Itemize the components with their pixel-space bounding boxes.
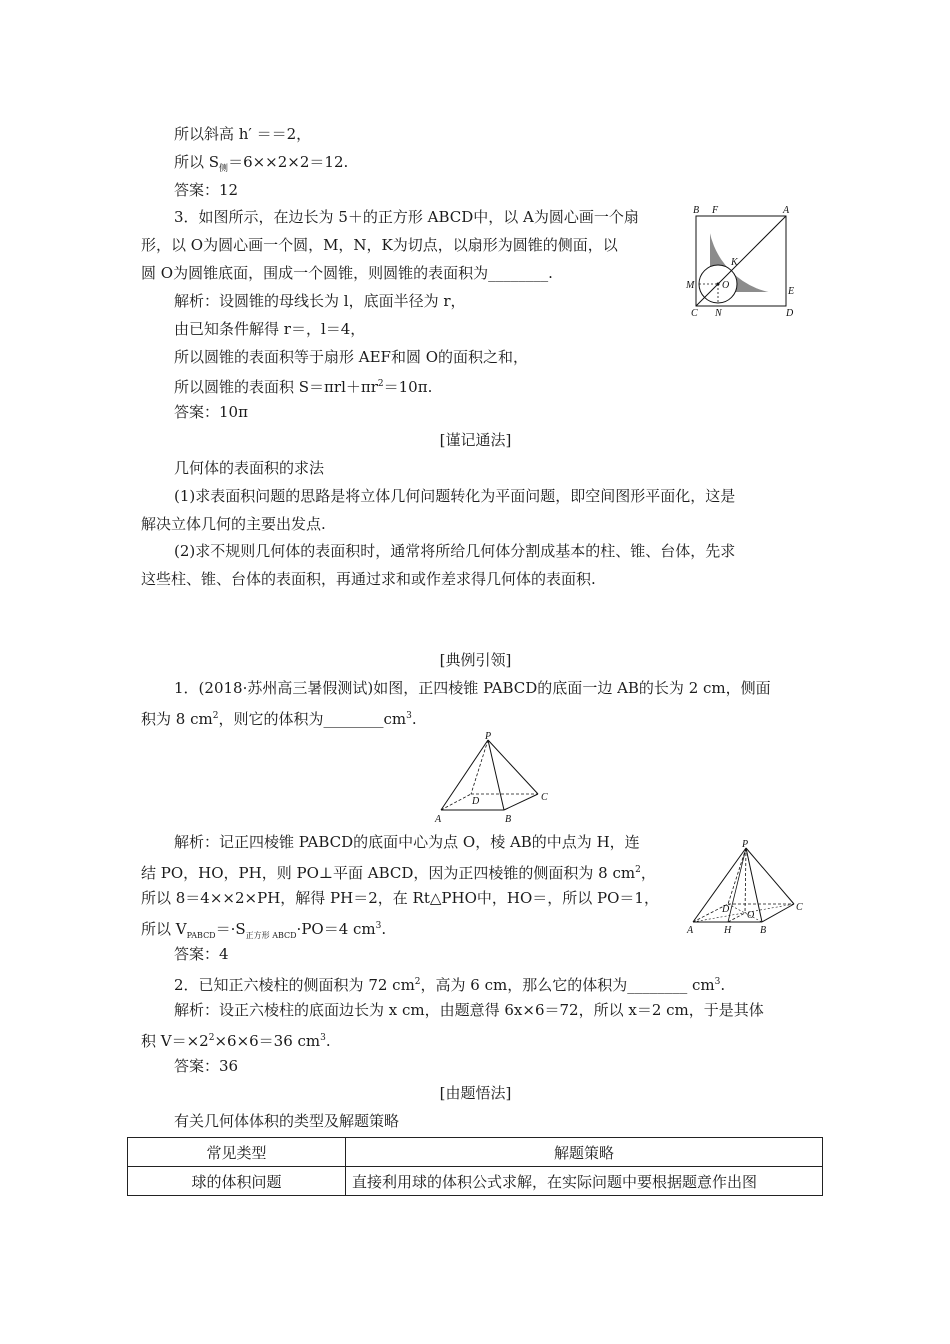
method-text: 这些柱、锥、台体的表面积，再通过求和或作差求得几何体的表面积. bbox=[141, 570, 596, 588]
edge-pb bbox=[488, 740, 504, 810]
edge-pd bbox=[471, 740, 488, 794]
solution-text: 解析：设圆锥的母线长为 l，底面半径为 r， bbox=[174, 292, 466, 310]
answer: 答案：10π bbox=[174, 403, 248, 421]
label-B: B bbox=[505, 814, 512, 825]
table-cell: 直接利用球的体积公式求解，在实际问题中要根据题意作出图 bbox=[346, 1167, 823, 1196]
label-B: B bbox=[693, 205, 700, 216]
question-text: 2．已知正六棱柱的侧面积为 72 $cm^2$，高为 6 cm，那么它的体积为________ $cm^3$. bbox=[174, 976, 726, 994]
method-text: (2)求不规则几何体的表面积时，通常将所给几何体分割成基本的柱、锥、台体，先求 bbox=[174, 542, 736, 560]
question-text: 圆 O为圆锥底面，围成一个圆锥，则圆锥的表面积为________. bbox=[141, 264, 553, 282]
strategy-table bbox=[127, 1137, 823, 1196]
answer: 答案：4 bbox=[174, 945, 229, 963]
solution-text: 解析：设正六棱柱的底面边长为 x cm，由题意得 6x×6＝72，所以 x＝2 cm，于是其体 bbox=[174, 1001, 764, 1019]
section-heading: [谨记通法] bbox=[439, 431, 512, 449]
label-M: M bbox=[686, 280, 695, 291]
label-D: D bbox=[472, 796, 480, 807]
table-header: 解题策略 bbox=[346, 1138, 823, 1167]
table-header: 常见类型 bbox=[128, 1138, 346, 1167]
section-heading: [由题悟法] bbox=[439, 1084, 512, 1102]
label-D: D bbox=[786, 308, 794, 319]
solution-text: 解析：记正四棱锥 PABCD的底面中心为点 O，棱 AB的中点为 H，连 bbox=[174, 833, 640, 851]
answer: 答案：36 bbox=[174, 1057, 239, 1075]
edge-pa bbox=[441, 740, 488, 810]
pyramid-figure bbox=[432, 732, 558, 826]
label-B: B bbox=[760, 925, 767, 936]
label-C: C bbox=[796, 902, 803, 913]
label-C: C bbox=[691, 308, 698, 319]
answer: 答案：12 bbox=[174, 181, 239, 199]
label-A: A bbox=[687, 925, 694, 936]
label-D: D bbox=[722, 904, 730, 915]
label-O: O bbox=[722, 280, 730, 291]
solution-text: 所以圆锥的表面积 $S=\pi rl+\pi r^2=10\pi$. bbox=[174, 378, 433, 396]
solution-text: 所以圆锥的表面积等于扇形 AEF和圆 O的面积之和， bbox=[174, 348, 529, 366]
label-C: C bbox=[541, 792, 548, 803]
text-line: 所以 $S_侧=6\times\times 2\times 2=12$. bbox=[174, 153, 349, 174]
label-A: A bbox=[783, 205, 790, 216]
label-H: H bbox=[724, 925, 732, 936]
question-text: 形，以 O为圆心画一个圆，M，N，K为切点，以扇形为圆锥的侧面，以 bbox=[141, 236, 618, 254]
slant-ph bbox=[728, 848, 746, 922]
section-heading: [典例引领] bbox=[439, 651, 512, 669]
square-sector-circle-figure bbox=[682, 204, 802, 320]
label-K: K bbox=[731, 257, 738, 268]
label-A: A bbox=[435, 814, 442, 825]
method-text: 解决立体几何的主要出发点. bbox=[141, 515, 326, 533]
solution-text: 所以 8＝4××2×PH，解得 PH＝2，在 Rt△PHO中，HO＝，所以 PO＝1， bbox=[141, 889, 659, 907]
height-po bbox=[745, 848, 746, 913]
question-text: 3．如图所示，在边长为 5＋的正方形 ABCD中，以 A为圆心画一个扇 bbox=[174, 208, 639, 226]
solution-text: 由已知条件解得 r＝，l＝4， bbox=[174, 320, 366, 338]
solution-text: 所以 $V_{PABCD}=\cdot S_{正方形 ABCD}\cdot PO=4$ $cm^3$. bbox=[141, 920, 387, 940]
label-O: O bbox=[747, 910, 755, 921]
label-P: P bbox=[485, 732, 492, 742]
label-E: E bbox=[788, 286, 795, 297]
solution-text: 积 $V=\times 2^2\times 6\times 6=36$ $cm^3$. bbox=[141, 1032, 331, 1050]
table-title: 有关几何体体积的类型及解题策略 bbox=[174, 1112, 400, 1130]
table-cell: 球的体积问题 bbox=[128, 1167, 346, 1196]
label-P: P bbox=[742, 840, 749, 850]
edge-pc bbox=[488, 740, 538, 794]
question-text: 积为 8 $cm^2$，则它的体积为$\_\_\_\_\_\_\_\_cm^3$. bbox=[141, 710, 417, 728]
pyramid-height-figure bbox=[684, 840, 814, 936]
text-line: 所以斜高 h′ ＝＝2， bbox=[174, 125, 312, 143]
method-title: 几何体的表面积的求法 bbox=[174, 459, 325, 477]
question-text: 1．(2018·苏州高三暑假测试)如图，正四棱锥 PABCD的底面一边 AB的长为 2 cm，侧面 bbox=[174, 679, 771, 697]
label-N: N bbox=[715, 308, 722, 319]
label-F: F bbox=[712, 205, 719, 216]
table-header-row bbox=[128, 1138, 823, 1167]
method-text: (1)求表面积问题的思路是将立体几何问题转化为平面问题，即空间图形平面化，这是 bbox=[174, 487, 736, 505]
solution-text: 结 PO，HO，PH，则 PO⊥平面 ABCD，因为正四棱锥的侧面积为 8 $cm^2$， bbox=[141, 864, 656, 882]
table-row bbox=[128, 1167, 823, 1196]
